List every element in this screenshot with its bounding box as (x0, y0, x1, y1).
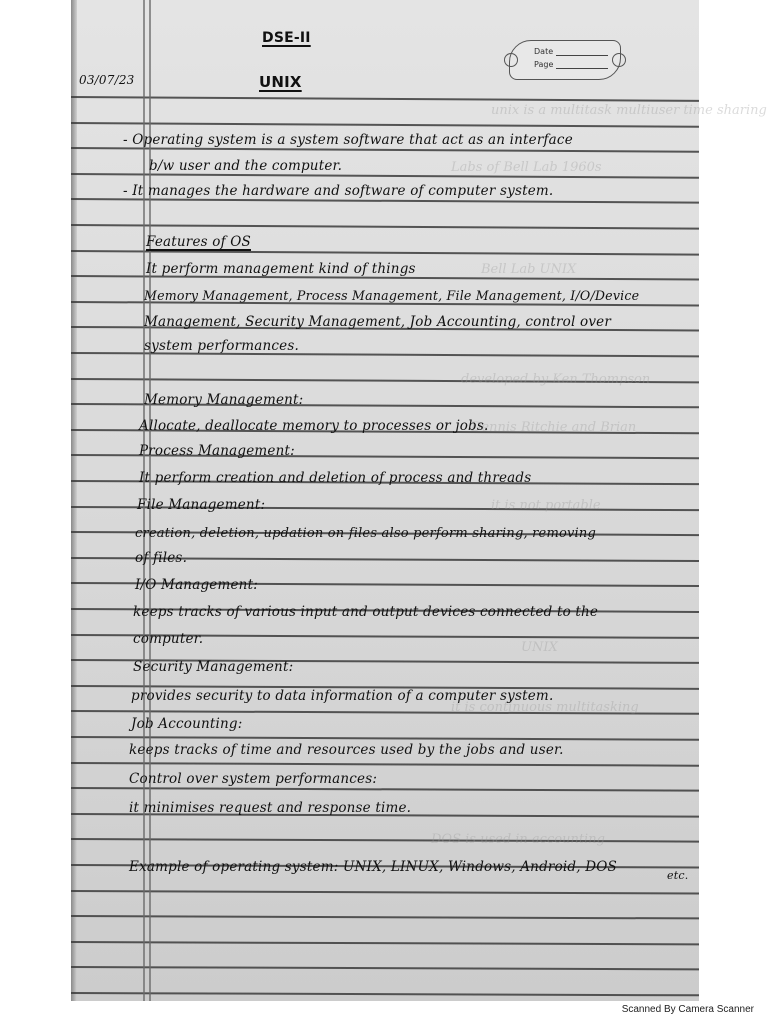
stamp-curl-right (612, 53, 626, 67)
stamp-curl-left (504, 53, 518, 67)
ruled-line (71, 992, 699, 996)
stamp-date-label: Date (534, 47, 554, 56)
section-heading: Security Management: (133, 659, 294, 675)
section-line: of files. (135, 550, 188, 566)
page-edge-shadow (71, 0, 77, 1001)
section-heading: File Management: (137, 497, 266, 513)
date-written: 03/07/23 (79, 73, 135, 87)
section-line: computer. (133, 631, 204, 647)
stamp-page-label: Page (534, 60, 554, 69)
features-line: system performances. (144, 338, 299, 354)
ruled-line (71, 198, 699, 203)
bleed-through-text: DOS is used in accounting (431, 832, 605, 847)
intro-line: b/w user and the computer. (149, 158, 343, 174)
notebook-page (71, 0, 767, 1001)
section-heading: Job Accounting: (131, 716, 243, 732)
scanner-watermark: Scanned By Camera Scanner (621, 1004, 754, 1015)
stamp-page-line (556, 68, 608, 69)
ruled-line (71, 762, 699, 766)
ruled-line (71, 787, 699, 791)
features-line: It perform management kind of things (146, 261, 416, 277)
ruled-line (71, 224, 699, 229)
ruled-line (71, 915, 699, 919)
date-page-stamp (509, 40, 621, 80)
ruled-line (71, 122, 699, 127)
ruled-line (71, 250, 699, 255)
section-line: It perform creation and deletion of process and threads (139, 470, 532, 486)
features-line: Management, Security Management, Job Accounting, control over (144, 314, 612, 330)
subject-heading: DSE-II (262, 30, 311, 46)
section-heading: Control over system performances: (129, 771, 378, 787)
bleed-through-text: UNIX (521, 640, 558, 655)
section-heading: Process Management: (139, 443, 295, 459)
ruled-line (71, 736, 699, 740)
bleed-through-text: Labs of Bell Lab 1960s (451, 160, 602, 175)
bleed-through-text: it is not portable (491, 498, 601, 513)
section-line: creation, deletion, updation on files also perform sharing, removing (135, 526, 596, 541)
intro-line: - Operating system is a system software that act as an interface (123, 132, 573, 148)
features-line: Memory Management, Process Management, File Management, I/O/Device (144, 288, 640, 303)
section-line: it minimises request and response time. (129, 800, 412, 816)
examples-etc: etc. (667, 869, 689, 882)
bleed-through-text: Bell Lab UNIX (481, 262, 577, 277)
features-heading: Features of OS (146, 234, 251, 250)
section-heading: I/O Management: (135, 577, 258, 593)
section-line: Allocate, deallocate memory to processes or jobs. (139, 418, 489, 434)
bleed-through-text: unix is a multitask multiuser time sharing (491, 103, 767, 118)
page-title: UNIX (259, 73, 302, 91)
section-line: provides security to data information of a computer system. (131, 688, 554, 704)
bleed-through-text: developed by Ken Thompson (461, 372, 651, 387)
ruled-line (71, 96, 699, 101)
examples-line: Example of operating system: UNIX, LINUX, Windows, Android, DOS (129, 859, 617, 875)
section-line: keeps tracks of time and resources used by the jobs and user. (129, 742, 564, 758)
stamp-date-line (556, 55, 608, 56)
bleed-through-text: it is continuous multitasking (451, 700, 639, 715)
section-line: keeps tracks of various input and output devices connected to the (133, 604, 599, 620)
ruled-line (71, 966, 699, 970)
intro-line: - It manages the hardware and software of computer system. (123, 183, 554, 199)
bleed-through-text: Dennis Ritchie and Brian (471, 420, 637, 435)
section-heading: Memory Management: (144, 392, 304, 408)
ruled-line (71, 890, 699, 894)
ruled-line (71, 941, 699, 945)
